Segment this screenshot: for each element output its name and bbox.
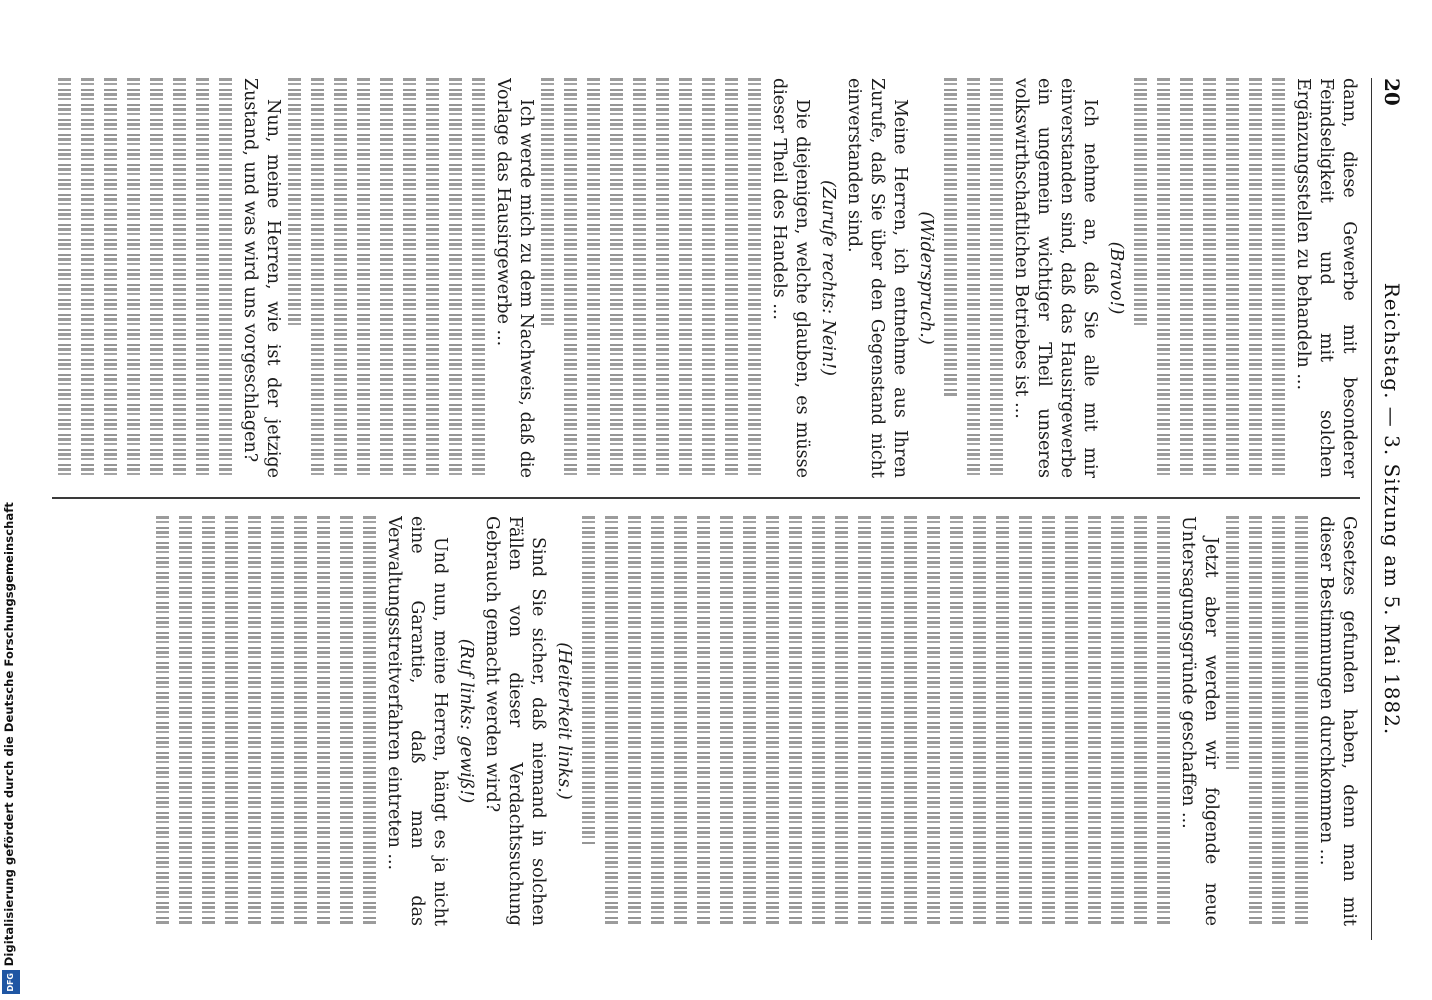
illegible-line [422, 78, 445, 478]
paragraph: Gesetzes gefunden haben, denn man mit dieser Bestimmungen durchkommen ... [1316, 516, 1359, 926]
illegible-line [336, 516, 359, 926]
paragraph: Nun, meine Herren, wie ist der jetzige Zustand, und was wird uns vorgeschlagen? [240, 78, 283, 478]
illegible-line [762, 516, 785, 926]
illegible-line [353, 78, 376, 478]
illegible-line [290, 516, 313, 926]
digitization-credit-strip [0, 0, 22, 1000]
illegible-line [1153, 78, 1176, 478]
illegible-line [744, 78, 767, 478]
interjection: (Widerspruch.) [916, 211, 936, 345]
illegible-line [537, 78, 560, 326]
illegible-line [1153, 516, 1176, 926]
illegible-line [629, 78, 652, 478]
illegible-line [698, 78, 721, 478]
column-divider [52, 497, 1360, 499]
illegible-line [152, 516, 175, 926]
illegible-line [900, 516, 923, 926]
illegible-line [1268, 516, 1291, 926]
illegible-line [376, 78, 399, 478]
illegible-line [244, 516, 267, 926]
illegible-line [1222, 516, 1245, 770]
illegible-line [399, 78, 422, 478]
paragraph: Die diejenigen, welche glauben, es müsse dieser Theil des Handels ... [769, 78, 812, 478]
illegible-line [1268, 78, 1291, 478]
illegible-line [1084, 516, 1107, 926]
illegible-line [1245, 516, 1268, 926]
illegible-line [963, 78, 986, 478]
illegible-line [284, 78, 307, 326]
dfg-logo-label: DFG [6, 972, 15, 992]
illegible-line [215, 78, 238, 478]
illegible-line [560, 78, 583, 478]
illegible-line [940, 78, 963, 398]
illegible-line [675, 78, 698, 478]
illegible-line [946, 516, 969, 926]
dfg-logo [2, 970, 20, 994]
illegible-line [693, 516, 716, 926]
illegible-line [1130, 78, 1153, 326]
illegible-line [313, 516, 336, 926]
illegible-line [1038, 516, 1061, 926]
illegible-line [1199, 78, 1222, 478]
illegible-line [647, 516, 670, 926]
illegible-line [923, 516, 946, 926]
illegible-line [808, 516, 831, 926]
illegible-line [1107, 516, 1130, 926]
illegible-line [1222, 78, 1245, 478]
illegible-line [307, 78, 330, 478]
illegible-line [670, 516, 693, 926]
illegible-line [721, 78, 744, 478]
illegible-line [1245, 78, 1268, 478]
illegible-line [468, 78, 491, 478]
illegible-line [330, 78, 353, 478]
illegible-line [785, 516, 808, 926]
paragraph: Meine Herren, ich entnehme aus Ihren Zurufe, daß Sie über den Gegenstand nicht einverstanden sind. [844, 78, 910, 478]
illegible-line [1291, 516, 1314, 926]
rotated-document-page [32, 0, 1432, 1000]
illegible-line [192, 78, 215, 478]
illegible-line [1015, 516, 1038, 926]
illegible-line [175, 516, 198, 926]
illegible-line [1130, 516, 1153, 926]
illegible-line [169, 78, 192, 478]
text-column-left [52, 78, 1360, 478]
illegible-line [969, 516, 992, 926]
illegible-line [739, 516, 762, 926]
illegible-line [54, 78, 77, 478]
paragraph: dann, diese Gewerbe mit besonderer Feindseligkeit und mit solchen Ergänzungsstellen zu behandeln ... [1293, 78, 1359, 478]
interjection: (Ruf links: gewiß!) [456, 638, 476, 804]
illegible-line [221, 516, 244, 926]
illegible-line [578, 516, 601, 844]
running-head-title: Reichstag. — 3. Sitzung am 5. Mai 1882. [1380, 282, 1404, 736]
paragraph: Ich werde mich zu dem Nachweis, daß die Vorlage das Hausirgewerbe ... [493, 78, 536, 478]
illegible-line [831, 516, 854, 926]
illegible-line [877, 516, 900, 926]
interjection: (Zurufe rechts: Nein!) [818, 180, 838, 376]
illegible-line [624, 516, 647, 926]
illegible-line [606, 78, 629, 478]
illegible-line [652, 78, 675, 478]
illegible-line [100, 78, 123, 478]
paragraph: Und nun, meine Herren, hängt es ja nicht eine Garantie, daß man das Verwaltungsstreitverfahren eintreten ... [384, 516, 450, 926]
running-head [1371, 78, 1406, 940]
illegible-line [992, 516, 1015, 926]
illegible-line [1061, 516, 1084, 926]
illegible-line [146, 78, 169, 478]
paragraph: Ich nehme an, daß Sie alle mit mir einverstanden sind, daß das Hausirgewerbe ein ungemein wichtiger Theil unseres volkswirthschaftlichen Betriebes ist ... [1011, 78, 1100, 478]
page-number: 20 [1380, 78, 1404, 106]
paragraph: Sind Sie sicher, daß niemand in solchen Fällen von dieser Verdachtssuchung Gebrauch gemacht werden wird? [482, 516, 548, 926]
illegible-line [359, 516, 382, 926]
illegible-line [716, 516, 739, 926]
illegible-line [123, 78, 146, 478]
paragraph: Jetzt aber werden wir folgende neue Untersagungsgründe geschaffen ... [1178, 516, 1221, 926]
interjection: (Heiterkeit links.) [554, 642, 574, 800]
illegible-line [267, 516, 290, 926]
illegible-line [601, 516, 624, 926]
digitization-credit-text: Digitalisierung gefördert durch die Deutsche Forschungsgemeinschaft [2, 501, 16, 966]
illegible-line [854, 516, 877, 926]
illegible-line [77, 78, 100, 478]
illegible-line [198, 516, 221, 926]
interjection: (Bravo!) [1106, 241, 1126, 315]
text-column-right [52, 516, 1360, 926]
illegible-line [583, 78, 606, 478]
illegible-line [1176, 78, 1199, 478]
illegible-line [445, 78, 468, 478]
illegible-line [986, 78, 1009, 478]
